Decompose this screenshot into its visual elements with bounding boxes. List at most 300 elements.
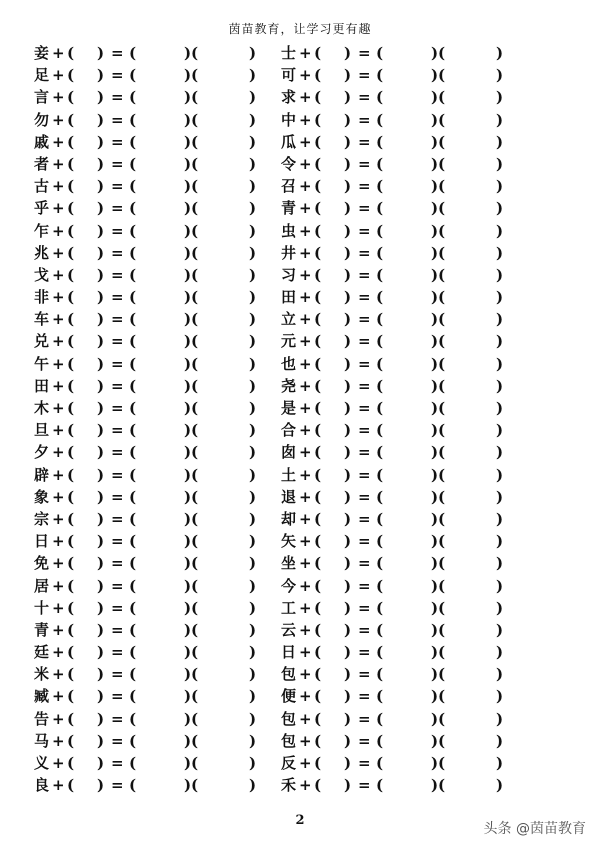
- close-paren: ): [184, 754, 192, 772]
- plus-sign: +: [52, 687, 65, 706]
- plus-sign: +: [299, 687, 312, 706]
- close-paren: ): [249, 687, 257, 706]
- plus-sign: +: [52, 66, 65, 85]
- plus-sign: +: [299, 221, 312, 240]
- equals-sign: =: [358, 620, 371, 639]
- close-paren: ): [431, 731, 439, 750]
- open-paren: (: [67, 221, 75, 240]
- base-character: 习: [281, 265, 297, 284]
- close-paren: ): [97, 687, 105, 706]
- exercise-row: [34, 441, 314, 463]
- open-paren: (: [191, 132, 199, 151]
- close-paren: ): [249, 243, 257, 262]
- close-paren: ): [97, 310, 105, 329]
- open-paren: (: [314, 776, 322, 795]
- close-paren: ): [344, 376, 352, 395]
- close-paren: ): [184, 177, 192, 196]
- close-paren: ): [496, 620, 504, 639]
- open-paren: (: [376, 110, 384, 129]
- base-character: 瓜: [281, 132, 297, 151]
- equals-sign: =: [358, 487, 371, 506]
- open-paren: (: [191, 310, 199, 329]
- equals-sign: =: [358, 243, 371, 262]
- plus-sign: +: [299, 354, 312, 373]
- exercise-row: [281, 575, 561, 597]
- close-paren: ): [344, 221, 352, 240]
- open-paren: (: [314, 731, 322, 750]
- exercise-row: [34, 641, 314, 663]
- open-paren: (: [191, 487, 199, 506]
- exercise-row: [281, 353, 561, 375]
- open-paren: (: [67, 443, 75, 462]
- equals-sign: =: [358, 88, 371, 107]
- open-paren: (: [376, 687, 384, 706]
- close-paren: ): [249, 310, 257, 329]
- base-character: 禾: [281, 776, 297, 795]
- close-paren: ): [97, 776, 105, 795]
- base-character: 云: [281, 620, 297, 639]
- base-character: 今: [281, 576, 297, 595]
- close-paren: ): [184, 554, 192, 573]
- close-paren: ): [249, 465, 257, 484]
- close-paren: ): [184, 354, 192, 373]
- base-character: 车: [34, 310, 50, 329]
- plus-sign: +: [52, 221, 65, 240]
- open-paren: (: [438, 265, 446, 284]
- close-paren: ): [249, 199, 257, 218]
- open-paren: (: [191, 465, 199, 484]
- open-paren: (: [376, 310, 384, 329]
- exercise-row: [281, 109, 561, 131]
- close-paren: ): [184, 332, 192, 351]
- plus-sign: +: [52, 776, 65, 795]
- close-paren: ): [249, 620, 257, 639]
- base-character: 象: [34, 487, 50, 506]
- base-character: 日: [34, 532, 50, 551]
- close-paren: ): [496, 487, 504, 506]
- close-paren: ): [184, 620, 192, 639]
- exercise-row: [281, 685, 561, 707]
- base-character: 青: [34, 620, 50, 639]
- base-character: 立: [281, 310, 297, 329]
- close-paren: ): [431, 687, 439, 706]
- exercise-row: [34, 264, 314, 286]
- base-character: 包: [281, 731, 297, 750]
- close-paren: ): [344, 332, 352, 351]
- open-paren: (: [191, 731, 199, 750]
- close-paren: ): [431, 487, 439, 506]
- open-paren: (: [376, 354, 384, 373]
- close-paren: ): [431, 66, 439, 85]
- plus-sign: +: [299, 776, 312, 795]
- open-paren: (: [376, 44, 384, 62]
- open-paren: (: [314, 199, 322, 218]
- open-paren: (: [314, 487, 322, 506]
- open-paren: (: [67, 665, 75, 684]
- plus-sign: +: [299, 376, 312, 395]
- close-paren: ): [97, 177, 105, 196]
- close-paren: ): [184, 288, 192, 307]
- close-paren: ): [249, 221, 257, 240]
- base-character: 士: [281, 44, 297, 62]
- close-paren: ): [496, 221, 504, 240]
- open-paren: (: [314, 554, 322, 573]
- close-paren: ): [97, 598, 105, 617]
- base-character: 居: [34, 576, 50, 595]
- open-paren: (: [438, 487, 446, 506]
- close-paren: ): [344, 66, 352, 85]
- base-character: 告: [34, 709, 50, 728]
- open-paren: (: [314, 754, 322, 772]
- equals-sign: =: [358, 643, 371, 662]
- open-paren: (: [314, 620, 322, 639]
- exercise-row: [281, 441, 561, 463]
- plus-sign: +: [52, 465, 65, 484]
- base-character: 坐: [281, 554, 297, 573]
- close-paren: ): [496, 132, 504, 151]
- open-paren: (: [376, 399, 384, 417]
- left-column: [34, 42, 314, 796]
- open-paren: (: [67, 576, 75, 595]
- close-paren: ): [249, 265, 257, 284]
- close-paren: ): [431, 443, 439, 462]
- close-paren: ): [496, 399, 504, 417]
- close-paren: ): [496, 509, 504, 528]
- base-character: 木: [34, 399, 50, 417]
- open-paren: (: [129, 776, 137, 795]
- base-character: 合: [281, 421, 297, 440]
- close-paren: ): [249, 154, 257, 173]
- close-paren: ): [249, 487, 257, 506]
- close-paren: ): [249, 643, 257, 662]
- close-paren: ): [344, 731, 352, 750]
- close-paren: ): [496, 532, 504, 551]
- close-paren: ): [97, 154, 105, 173]
- open-paren: (: [191, 620, 199, 639]
- base-character: 工: [281, 598, 297, 617]
- exercise-row: [281, 486, 561, 508]
- equals-sign: =: [358, 665, 371, 684]
- open-paren: (: [67, 643, 75, 662]
- open-paren: (: [376, 665, 384, 684]
- close-paren: ): [496, 88, 504, 107]
- plus-sign: +: [52, 487, 65, 506]
- close-paren: ): [249, 443, 257, 462]
- base-character: 妾: [34, 44, 50, 62]
- base-character: 勿: [34, 110, 50, 129]
- close-paren: ): [184, 776, 192, 795]
- plus-sign: +: [299, 620, 312, 639]
- open-paren: (: [67, 598, 75, 617]
- close-paren: ): [431, 199, 439, 218]
- open-paren: (: [376, 154, 384, 173]
- open-paren: (: [191, 88, 199, 107]
- close-paren: ): [249, 66, 257, 85]
- open-paren: (: [129, 687, 137, 706]
- close-paren: ): [344, 665, 352, 684]
- open-paren: (: [191, 399, 199, 417]
- close-paren: ): [249, 288, 257, 307]
- open-paren: (: [438, 399, 446, 417]
- plus-sign: +: [52, 421, 65, 440]
- close-paren: ): [97, 376, 105, 395]
- open-paren: (: [67, 399, 75, 417]
- equals-sign: =: [111, 620, 124, 639]
- close-paren: ): [184, 487, 192, 506]
- exercise-row: [281, 619, 561, 641]
- close-paren: ): [431, 509, 439, 528]
- close-paren: ): [249, 421, 257, 440]
- open-paren: (: [129, 399, 137, 417]
- close-paren: ): [496, 243, 504, 262]
- open-paren: (: [376, 421, 384, 440]
- close-paren: ): [496, 66, 504, 85]
- close-paren: ): [431, 554, 439, 573]
- base-character: 足: [34, 66, 50, 85]
- plus-sign: +: [52, 132, 65, 151]
- close-paren: ): [97, 66, 105, 85]
- equals-sign: =: [111, 776, 124, 795]
- open-paren: (: [438, 354, 446, 373]
- plus-sign: +: [299, 199, 312, 218]
- plus-sign: +: [299, 421, 312, 440]
- exercise-row: [34, 752, 314, 774]
- equals-sign: =: [111, 310, 124, 329]
- base-character: 反: [281, 754, 297, 772]
- equals-sign: =: [111, 221, 124, 240]
- exercise-row: [34, 109, 314, 131]
- close-paren: ): [97, 465, 105, 484]
- open-paren: (: [129, 465, 137, 484]
- open-paren: (: [67, 731, 75, 750]
- open-paren: (: [438, 731, 446, 750]
- plus-sign: +: [52, 620, 65, 639]
- open-paren: (: [314, 598, 322, 617]
- open-paren: (: [67, 44, 75, 62]
- exercise-row: [281, 286, 561, 308]
- base-character: 兆: [34, 243, 50, 262]
- close-paren: ): [249, 509, 257, 528]
- open-paren: (: [129, 243, 137, 262]
- open-paren: (: [67, 177, 75, 196]
- close-paren: ): [184, 598, 192, 617]
- plus-sign: +: [299, 709, 312, 728]
- close-paren: ): [97, 332, 105, 351]
- close-paren: ): [97, 709, 105, 728]
- exercise-row: [281, 597, 561, 619]
- plus-sign: +: [299, 754, 312, 772]
- open-paren: (: [438, 576, 446, 595]
- plus-sign: +: [52, 265, 65, 284]
- exercise-row: [34, 86, 314, 108]
- open-paren: (: [314, 110, 322, 129]
- plus-sign: +: [52, 576, 65, 595]
- close-paren: ): [431, 754, 439, 772]
- open-paren: (: [438, 154, 446, 173]
- close-paren: ): [344, 509, 352, 528]
- open-paren: (: [438, 243, 446, 262]
- close-paren: ): [344, 443, 352, 462]
- exercise-row: [34, 552, 314, 574]
- base-character: 召: [281, 177, 297, 196]
- plus-sign: +: [299, 487, 312, 506]
- close-paren: ): [344, 88, 352, 107]
- open-paren: (: [376, 177, 384, 196]
- equals-sign: =: [358, 532, 371, 551]
- plus-sign: +: [52, 88, 65, 107]
- close-paren: ): [496, 643, 504, 662]
- open-paren: (: [191, 709, 199, 728]
- exercise-row: [281, 175, 561, 197]
- open-paren: (: [376, 598, 384, 617]
- open-paren: (: [314, 265, 322, 284]
- plus-sign: +: [299, 509, 312, 528]
- plus-sign: +: [52, 598, 65, 617]
- open-paren: (: [438, 221, 446, 240]
- equals-sign: =: [111, 154, 124, 173]
- base-character: 午: [34, 354, 50, 373]
- close-paren: ): [431, 44, 439, 62]
- close-paren: ): [496, 310, 504, 329]
- close-paren: ): [496, 731, 504, 750]
- open-paren: (: [191, 598, 199, 617]
- plus-sign: +: [52, 199, 65, 218]
- plus-sign: +: [299, 598, 312, 617]
- equals-sign: =: [111, 554, 124, 573]
- close-paren: ): [344, 532, 352, 551]
- open-paren: (: [129, 66, 137, 85]
- close-paren: ): [249, 354, 257, 373]
- open-paren: (: [191, 643, 199, 662]
- open-paren: (: [67, 465, 75, 484]
- equals-sign: =: [111, 443, 124, 462]
- exercise-row: [281, 464, 561, 486]
- plus-sign: +: [299, 532, 312, 551]
- close-paren: ): [496, 576, 504, 595]
- equals-sign: =: [358, 177, 371, 196]
- open-paren: (: [129, 154, 137, 173]
- open-paren: (: [191, 177, 199, 196]
- base-character: 中: [281, 110, 297, 129]
- plus-sign: +: [299, 110, 312, 129]
- exercise-row: [34, 774, 314, 796]
- close-paren: ): [496, 288, 504, 307]
- close-paren: ): [344, 709, 352, 728]
- close-paren: ): [496, 554, 504, 573]
- exercise-row: [34, 308, 314, 330]
- base-character: 青: [281, 199, 297, 218]
- close-paren: ): [249, 554, 257, 573]
- base-character: 土: [281, 465, 297, 484]
- open-paren: (: [129, 288, 137, 307]
- close-paren: ): [249, 754, 257, 772]
- close-paren: ): [184, 687, 192, 706]
- open-paren: (: [129, 754, 137, 772]
- open-paren: (: [376, 221, 384, 240]
- base-character: 良: [34, 776, 50, 795]
- equals-sign: =: [358, 465, 371, 484]
- close-paren: ): [496, 598, 504, 617]
- close-paren: ): [344, 687, 352, 706]
- exercise-row: [34, 220, 314, 242]
- close-paren: ): [431, 576, 439, 595]
- close-paren: ): [97, 354, 105, 373]
- watermark: 头条 @茵苗教育: [483, 821, 586, 837]
- equals-sign: =: [358, 199, 371, 218]
- base-character: 包: [281, 665, 297, 684]
- close-paren: ): [97, 199, 105, 218]
- right-column: [281, 42, 561, 796]
- close-paren: ): [249, 332, 257, 351]
- base-character: 臧: [34, 687, 50, 706]
- equals-sign: =: [111, 465, 124, 484]
- open-paren: (: [129, 643, 137, 662]
- open-paren: (: [191, 66, 199, 85]
- equals-sign: =: [358, 443, 371, 462]
- close-paren: ): [496, 177, 504, 196]
- exercise-row: [34, 153, 314, 175]
- open-paren: (: [129, 199, 137, 218]
- plus-sign: +: [52, 509, 65, 528]
- close-paren: ): [496, 465, 504, 484]
- open-paren: (: [129, 443, 137, 462]
- open-paren: (: [376, 288, 384, 307]
- close-paren: ): [431, 354, 439, 373]
- equals-sign: =: [111, 354, 124, 373]
- close-paren: ): [97, 265, 105, 284]
- close-paren: ): [344, 310, 352, 329]
- open-paren: (: [67, 754, 75, 772]
- equals-sign: =: [111, 66, 124, 85]
- close-paren: ): [431, 310, 439, 329]
- exercise-row: [281, 64, 561, 86]
- close-paren: ): [496, 443, 504, 462]
- close-paren: ): [249, 532, 257, 551]
- close-paren: ): [431, 421, 439, 440]
- plus-sign: +: [52, 354, 65, 373]
- close-paren: ): [97, 288, 105, 307]
- close-paren: ): [249, 132, 257, 151]
- open-paren: (: [438, 44, 446, 62]
- open-paren: (: [314, 88, 322, 107]
- exercise-row: [281, 752, 561, 774]
- close-paren: ): [97, 88, 105, 107]
- close-paren: ): [184, 132, 192, 151]
- open-paren: (: [314, 44, 322, 62]
- plus-sign: +: [52, 399, 65, 417]
- open-paren: (: [129, 221, 137, 240]
- open-paren: (: [67, 620, 75, 639]
- open-paren: (: [191, 576, 199, 595]
- base-character: 米: [34, 665, 50, 684]
- close-paren: ): [184, 643, 192, 662]
- exercise-row: [281, 530, 561, 552]
- close-paren: ): [431, 643, 439, 662]
- close-paren: ): [496, 44, 504, 62]
- close-paren: ): [431, 399, 439, 417]
- equals-sign: =: [358, 354, 371, 373]
- exercise-row: [34, 575, 314, 597]
- plus-sign: +: [299, 288, 312, 307]
- open-paren: (: [191, 288, 199, 307]
- exercise-row: [281, 730, 561, 752]
- close-paren: ): [431, 221, 439, 240]
- base-character: 非: [34, 288, 50, 307]
- open-paren: (: [67, 554, 75, 573]
- plus-sign: +: [52, 310, 65, 329]
- close-paren: ): [431, 132, 439, 151]
- open-paren: (: [129, 421, 137, 440]
